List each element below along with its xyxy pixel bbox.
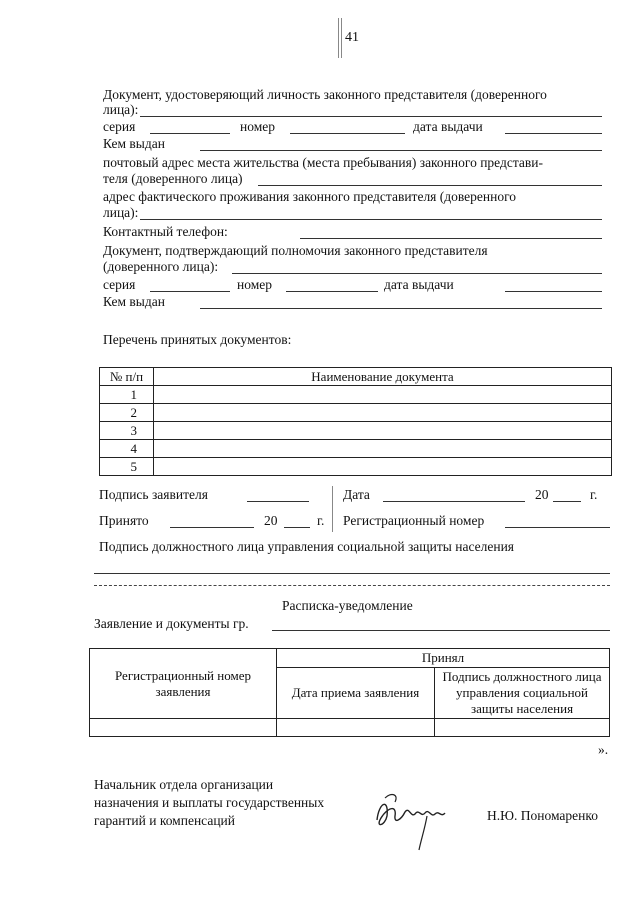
- closing-quote: ».: [598, 742, 609, 757]
- rep-issued-by2-field[interactable]: [200, 308, 602, 309]
- cut-line: [94, 585, 610, 586]
- rep-issued-by2-label: Кем выдан: [103, 294, 165, 309]
- rep-issue-date-label: дата выдачи: [413, 119, 483, 134]
- binding-mark-right: [341, 18, 342, 58]
- col-signature: Подпись должностного лица управления социальной защиты населения: [435, 668, 610, 719]
- rep-issue-date-field[interactable]: [505, 133, 602, 134]
- receipt-name-field[interactable]: [272, 630, 610, 631]
- position-line3: гарантий и компенсаций: [94, 813, 235, 828]
- table-row: [90, 719, 610, 737]
- col-date: Дата приема заявления: [277, 668, 435, 719]
- date-cell[interactable]: [277, 719, 435, 737]
- doc-name-cell[interactable]: [154, 422, 612, 440]
- reg-number-label: Регистрационный номер: [343, 513, 485, 528]
- accepted-label: Принято: [99, 513, 149, 528]
- receipt-statement: Заявление и документы гр.: [94, 616, 249, 631]
- rep-auth-field[interactable]: [232, 273, 602, 274]
- year-prefix: 20: [535, 487, 549, 502]
- receipt-title: Расписка-уведомление: [282, 598, 413, 613]
- docs-heading: Перечень принятых документов:: [103, 332, 292, 347]
- table-row: [100, 422, 612, 440]
- handwritten-signature: [365, 780, 460, 855]
- table-row: [100, 404, 612, 422]
- year-field[interactable]: [553, 501, 581, 502]
- rep-number2-label: номер: [237, 277, 273, 292]
- doc-name-cell[interactable]: [154, 404, 612, 422]
- position-line1: Начальник отдела организации: [94, 777, 274, 792]
- year2-field[interactable]: [284, 527, 310, 528]
- row-number: 1: [100, 386, 154, 404]
- rep-actual-line1: адрес фактического проживания законного представителя (доверенного: [103, 189, 517, 204]
- rep-doc-line1: Документ, удостоверяющий личность законного представителя (доверенного: [103, 87, 547, 102]
- docs-col-num: № п/п: [100, 368, 154, 386]
- doc-name-cell[interactable]: [154, 386, 612, 404]
- divider: [332, 486, 333, 532]
- rep-issued-by-label: Кем выдан: [103, 136, 165, 151]
- rep-series2-label: серия: [103, 277, 136, 292]
- rep-number-field[interactable]: [290, 133, 405, 134]
- rep-issue-date2-field[interactable]: [505, 291, 602, 292]
- year-suffix: г.: [590, 487, 598, 502]
- position-line2: назначения и выплаты государственных: [94, 795, 325, 810]
- date-label: Дата: [343, 487, 370, 502]
- rep-auth-line2: (доверенного лица):: [103, 259, 219, 274]
- binding-mark-left: [338, 18, 339, 58]
- rep-phone-label: Контактный телефон:: [103, 224, 228, 239]
- docs-table: [99, 367, 612, 476]
- row-number: 3: [100, 422, 154, 440]
- row-number: 4: [100, 440, 154, 458]
- applicant-signature-label: Подпись заявителя: [99, 487, 208, 502]
- rep-number2-field[interactable]: [286, 291, 378, 292]
- rep-auth-line1: Документ, подтверждающий полномочия законного представителя: [103, 243, 488, 258]
- rep-actual-line2: лица):: [103, 205, 139, 220]
- reg-number-field[interactable]: [505, 527, 610, 528]
- rep-issued-by-field[interactable]: [200, 150, 602, 151]
- rep-issue-date2-label: дата выдачи: [384, 277, 454, 292]
- signature-cell[interactable]: [435, 719, 610, 737]
- rep-postal-field[interactable]: [258, 185, 602, 186]
- rep-doc-field[interactable]: [140, 116, 602, 117]
- accepted-date-field[interactable]: [170, 527, 254, 528]
- reg-number-cell[interactable]: [90, 719, 277, 737]
- row-number: 2: [100, 404, 154, 422]
- rep-postal-line2: теля (доверенного лица): [103, 171, 243, 186]
- date-field[interactable]: [383, 501, 525, 502]
- rep-series-field[interactable]: [150, 133, 230, 134]
- page-number: 41: [345, 30, 359, 45]
- col-reg-number: Регистрационный номер заявления: [90, 649, 277, 719]
- rep-series-label: серия: [103, 119, 136, 134]
- official-signature-label: Подпись должностного лица управления социальной защиты населения: [99, 539, 514, 554]
- rep-phone-field[interactable]: [300, 238, 602, 239]
- row-number: 5: [100, 458, 154, 476]
- applicant-signature-field[interactable]: [247, 501, 309, 502]
- rep-actual-field[interactable]: [140, 219, 602, 220]
- table-row: [100, 458, 612, 476]
- rep-number-label: номер: [240, 119, 276, 134]
- rep-series2-field[interactable]: [150, 291, 230, 292]
- docs-col-name: Наименование документа: [154, 368, 612, 386]
- official-signature-field[interactable]: [94, 573, 610, 574]
- doc-name-cell[interactable]: [154, 440, 612, 458]
- signatory-name: Н.Ю. Пономаренко: [487, 808, 598, 823]
- year-prefix2: 20: [264, 513, 278, 528]
- table-row: [100, 440, 612, 458]
- doc-name-cell[interactable]: [154, 458, 612, 476]
- rep-postal-line1: почтовый адрес места жительства (места пребывания) законного представи-: [103, 155, 544, 170]
- col-accepted: Принял: [277, 649, 610, 668]
- receipt-table: [89, 648, 610, 737]
- rep-doc-line2: лица):: [103, 102, 139, 117]
- table-row: [100, 386, 612, 404]
- year-suffix2: г.: [317, 513, 325, 528]
